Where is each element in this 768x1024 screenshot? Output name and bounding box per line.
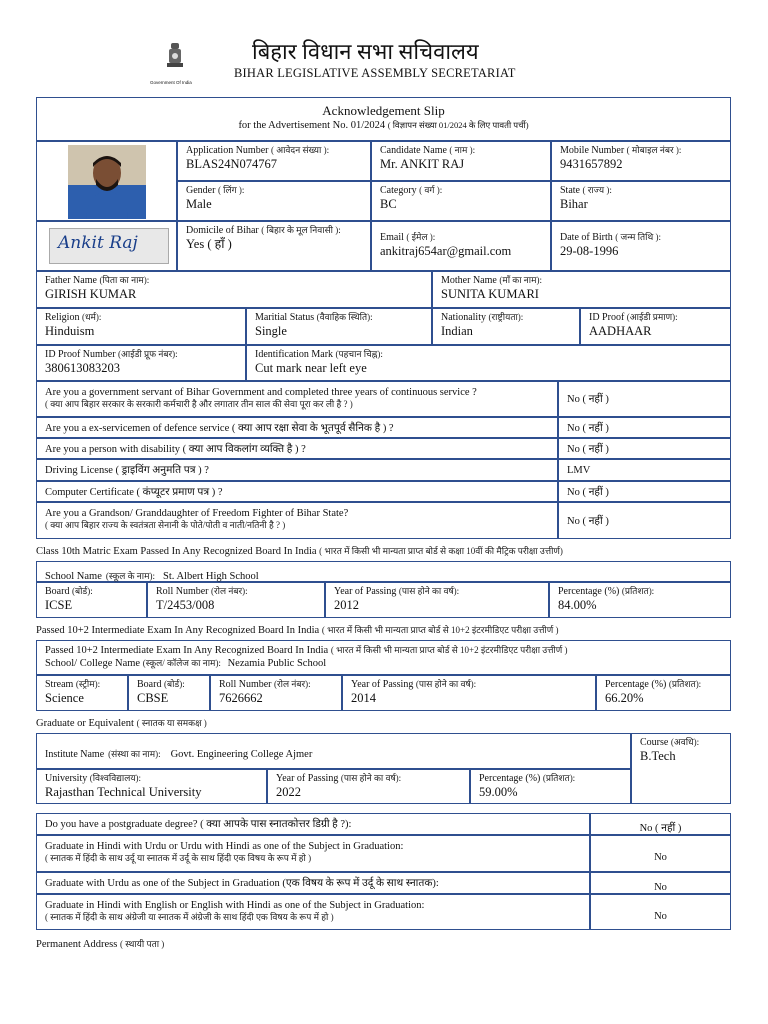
photo-cell xyxy=(36,141,177,221)
answer-text: No ( नहीं ) xyxy=(567,423,609,434)
label: Board xyxy=(137,679,162,690)
dob-value: 29-08-1996 xyxy=(560,244,619,258)
label-hi: ( आवेदन संख्या ): xyxy=(270,145,330,155)
signature-image xyxy=(49,228,169,264)
label: School/ College Name xyxy=(45,658,141,669)
id-proof-number-value: 380613083203 xyxy=(45,361,120,375)
label-hi: (अवधि): xyxy=(670,737,700,747)
label: Percentage (%) xyxy=(558,586,620,597)
label-hi: (स्कूल के नाम): xyxy=(105,571,156,581)
mother-name-cell xyxy=(432,271,731,308)
label: Identification Mark xyxy=(255,349,334,360)
question-text: Graduate with Urdu as one of the Subject in Graduation (एक विषय के रूप में उर्दू के साथ स्नातक): xyxy=(45,878,439,889)
label-hi: (बोर्ड): xyxy=(71,586,93,596)
identification-mark-cell xyxy=(246,345,731,381)
permanent-address-label-hi: ( स्थायी पता ) xyxy=(120,939,165,949)
id-proof-cell xyxy=(580,308,731,345)
label-hi: (बोर्ड): xyxy=(163,679,185,689)
graduate-course-cell xyxy=(631,733,731,804)
question-text: Are you a ex-servicemen of defence service ( क्या आप रक्षा सेवा के भूतपूर्व सैनिक है ) ? xyxy=(45,423,394,434)
label-hi: (प्रतिशत): xyxy=(542,773,576,783)
marital-status-value: Single xyxy=(255,324,287,338)
label: Candidate Name xyxy=(380,145,447,156)
class12-pct-value: 66.20% xyxy=(605,691,644,705)
gender-cell xyxy=(177,181,371,221)
mobile-number-value: 9431657892 xyxy=(560,157,623,171)
label-hi: ( बिहार के मूल निवासी ): xyxy=(261,225,341,235)
label: Percentage (%) xyxy=(479,773,541,784)
question-text: Driving License ( ड्राइविंग अनुमति पत्र ) ? xyxy=(45,465,209,476)
id-proof-number-cell xyxy=(36,345,246,381)
label: Maritial Status xyxy=(255,312,315,323)
page-header xyxy=(0,38,768,88)
english-title: BIHAR LEGISLATIVE ASSEMBLY SECRETARIAT xyxy=(234,66,516,80)
class10-roll-cell xyxy=(147,582,325,618)
label: Gender xyxy=(186,185,216,196)
label: Email xyxy=(380,232,404,243)
permanent-address-heading xyxy=(36,939,164,950)
emblem-caption: Government Of India xyxy=(150,80,192,85)
answer-text: No ( नहीं ) xyxy=(639,823,682,834)
application-number-cell xyxy=(177,141,371,181)
label-hi: (स्ट्रीम): xyxy=(75,679,101,689)
label: University xyxy=(45,773,88,784)
father-name-cell xyxy=(36,271,432,308)
label: Year of Passing xyxy=(351,679,414,690)
candidate-name-value: Mr. ANKIT RAJ xyxy=(380,157,465,171)
answer-text: No ( नहीं ) xyxy=(567,487,609,498)
question-text: Do you have a postgraduate degree? ( क्या आपके पास स्नातकोत्तर डिग्री है ?): xyxy=(45,819,352,830)
graduate-heading-en: Graduate or Equivalent xyxy=(36,718,134,729)
class12-heading xyxy=(36,625,559,636)
label: Roll Number xyxy=(156,586,209,597)
category-cell xyxy=(371,181,551,221)
label-hi: (राष्ट्रीयता): xyxy=(488,312,524,322)
mobile-number-cell xyxy=(551,141,731,181)
label-hi: (धर्म): xyxy=(81,312,102,322)
candidate-photo xyxy=(68,145,146,219)
label: Father Name xyxy=(45,275,97,286)
marital-status-cell xyxy=(246,308,432,345)
answer-cell xyxy=(558,459,731,481)
class10-school-cell xyxy=(36,561,731,582)
label-hi: (आईडी प्रूफ नंबर): xyxy=(118,349,178,359)
state-value: Bihar xyxy=(560,197,588,211)
class10-heading xyxy=(36,546,563,557)
answer-text: No xyxy=(654,882,667,893)
class10-roll-value: T/2453/008 xyxy=(156,598,215,612)
class12-stream-cell xyxy=(36,675,128,711)
question-row xyxy=(36,894,590,930)
state-cell xyxy=(551,181,731,221)
question-text: Are you a person with disability ( क्या आप विकलांग व्यक्ति है ) ? xyxy=(45,444,306,455)
label: Roll Number xyxy=(219,679,272,690)
class12-heading-hi: ( भारत में किसी भी मान्यता प्राप्त बोर्ड से 10+2 इंटरमीडिएट परीक्षा उत्तीर्ण ) xyxy=(321,625,559,635)
question-row xyxy=(36,481,558,502)
question-text: Graduate in Hindi with English or English with Hindi as one of the Subject in Graduation: xyxy=(45,900,425,911)
answer-cell xyxy=(558,417,731,438)
domicile-value: Yes ( हाँ ) xyxy=(186,237,232,251)
mother-name-value: SUNITA KUMARI xyxy=(441,287,539,301)
question-row xyxy=(36,459,558,481)
label-hi: (रोल नंबर): xyxy=(211,586,248,596)
question-text: Are you a Grandson/ Granddaughter of Freedom Fighter of Bihar State? xyxy=(45,508,349,519)
graduate-university-value: Rajasthan Technical University xyxy=(45,785,202,799)
label: Institute Name xyxy=(45,749,105,760)
religion-value: Hinduism xyxy=(45,324,95,338)
class12-school-cell xyxy=(36,640,731,675)
class10-pct-value: 84.00% xyxy=(558,598,597,612)
question-row xyxy=(36,438,558,459)
answer-cell xyxy=(590,835,731,872)
answer-cell xyxy=(558,481,731,502)
answer-cell xyxy=(590,894,731,930)
answer-cell xyxy=(558,381,731,417)
answer-text: No ( नहीं ) xyxy=(567,394,609,405)
candidate-name-cell xyxy=(371,141,551,181)
gender-value: Male xyxy=(186,197,212,211)
label-hi: (पास होने का वर्ष): xyxy=(415,679,477,689)
slip-subtitle-en: for the Advertisement No. 01/2024 xyxy=(238,120,386,131)
question-text-hi: ( क्या आप बिहार सरकार के सरकारी कर्मचारी है और लगातार तीन साल की सेवा पूरा कर ली है ? ) xyxy=(45,399,353,409)
question-text-hi: ( स्नातक में हिंदी के साथ अंग्रेजी या स्नातक में अंग्रेजी के साथ हिंदी एक विषय के रूप में हो ) xyxy=(45,912,334,922)
label-hi: (माँ का नाम): xyxy=(499,275,542,285)
class12-stream-value: Science xyxy=(45,691,84,705)
class12-inner-heading-hi: ( भारत में किसी भी मान्यता प्राप्त बोर्ड से 10+2 इंटरमीडिएट परीक्षा उत्तीर्ण ) xyxy=(330,645,568,655)
answer-cell xyxy=(590,813,731,835)
signature-text: Ankit Raj xyxy=(58,233,138,253)
slip-title: Acknowledgement Slip xyxy=(322,103,445,118)
email-value: ankitraj654ar@gmail.com xyxy=(380,244,512,258)
label: Stream xyxy=(45,679,74,690)
question-text: Graduate in Hindi with Urdu or Urdu with Hindi as one of the Subject in Graduation: xyxy=(45,841,404,852)
label-hi: (स्कूल/ कॉलेज का नाम): xyxy=(142,658,221,668)
label: School Name xyxy=(45,571,102,582)
question-row xyxy=(36,813,590,835)
class10-board-value: ICSE xyxy=(45,598,73,612)
answer-cell xyxy=(558,438,731,459)
answer-text: LMV xyxy=(567,465,591,476)
class10-board-cell xyxy=(36,582,147,618)
class10-school-value: St. Albert High School xyxy=(163,571,259,582)
graduate-heading-hi: ( स्नातक या समकक्ष ) xyxy=(136,718,207,728)
label-hi: (प्रतिशत): xyxy=(621,586,655,596)
identification-mark-value: Cut mark near left eye xyxy=(255,361,367,375)
label: ID Proof xyxy=(589,312,625,323)
graduate-university-cell xyxy=(36,769,267,804)
label-hi: ( मोबाइल नंबर ): xyxy=(626,145,682,155)
nationality-value: Indian xyxy=(441,324,473,338)
slip-subtitle xyxy=(37,120,730,131)
question-row xyxy=(36,502,558,539)
class10-heading-en: Class 10th Matric Exam Passed In Any Recognized Board In India xyxy=(36,546,317,557)
label: Year of Passing xyxy=(334,586,397,597)
label-hi: ( वर्ग ): xyxy=(419,185,443,195)
answer-cell xyxy=(590,872,731,894)
label: Religion xyxy=(45,312,80,323)
label-hi: (प्रतिशत): xyxy=(668,679,702,689)
label: State xyxy=(560,185,580,196)
label: ID Proof Number xyxy=(45,349,116,360)
label: Mother Name xyxy=(441,275,497,286)
label-hi: ( जन्म तिथि ): xyxy=(615,232,661,242)
graduate-institute-cell xyxy=(36,733,631,769)
graduate-pct-cell xyxy=(470,769,631,804)
father-name-value: GIRISH KUMAR xyxy=(45,287,137,301)
graduate-course-value: B.Tech xyxy=(640,749,676,763)
slip-subtitle-hi: ( विज्ञापन संख्या 01/2024 के लिए पावती पर्ची) xyxy=(387,120,529,130)
graduate-year-value: 2022 xyxy=(276,785,301,799)
answer-text: No ( नहीं ) xyxy=(567,444,609,455)
id-proof-value: AADHAAR xyxy=(589,324,652,338)
class12-pct-cell xyxy=(596,675,731,711)
class12-inner-heading: Passed 10+2 Intermediate Exam In Any Recognized Board In India xyxy=(45,645,329,656)
application-number-value: BLAS24N074767 xyxy=(186,157,277,171)
graduate-institute-value: Govt. Engineering College Ajmer xyxy=(170,749,313,760)
label-hi: ( ईमेल ): xyxy=(406,232,436,242)
label-hi: (पिता का नाम): xyxy=(99,275,150,285)
answer-text: No xyxy=(654,911,667,922)
class10-year-value: 2012 xyxy=(334,598,359,612)
question-row xyxy=(36,381,558,417)
label-hi: (संस्था का नाम): xyxy=(108,749,161,759)
class12-roll-value: 7626662 xyxy=(219,691,263,705)
email-cell xyxy=(371,221,551,271)
question-text: Are you a government servant of Bihar Government and completed three years of continuous service ? xyxy=(45,387,477,398)
label: Mobile Number xyxy=(560,145,625,156)
label-hi: (रोल नंबर): xyxy=(274,679,311,689)
label-hi: (पास होने का वर्ष): xyxy=(398,586,460,596)
class10-year-cell xyxy=(325,582,549,618)
question-row xyxy=(36,872,590,894)
answer-cell xyxy=(558,502,731,539)
graduate-pct-value: 59.00% xyxy=(479,785,518,799)
answer-text: No xyxy=(654,852,667,863)
label: Date of Birth xyxy=(560,232,613,243)
label-hi: (आईडी प्रमाण): xyxy=(626,312,678,322)
class10-heading-hi: ( भारत में किसी भी मान्यता प्राप्त बोर्ड से कक्षा 10वीं की मैट्रिक परीक्षा उत्तीर्ण) xyxy=(319,546,563,556)
class12-year-cell xyxy=(342,675,596,711)
class12-board-value: CBSE xyxy=(137,691,169,705)
graduate-year-cell xyxy=(267,769,470,804)
label: Course xyxy=(640,737,669,748)
hindi-title: बिहार विधान सभा सचिवालय xyxy=(252,39,479,64)
class12-school-value: Nezamia Public School xyxy=(227,658,327,669)
class12-year-value: 2014 xyxy=(351,691,376,705)
label: Application Number xyxy=(186,145,269,156)
class12-roll-cell xyxy=(210,675,342,711)
question-text: Computer Certificate ( कंप्यूटर प्रमाण पत्र ) ? xyxy=(45,487,223,498)
question-row xyxy=(36,417,558,438)
label-hi: ( राज्य ): xyxy=(582,185,612,195)
question-text-hi: ( स्नातक में हिंदी के साथ उर्दू या स्नातक में उर्दू के साथ हिंदी एक विषय के रूप में हो ) xyxy=(45,853,312,863)
slip-title-box xyxy=(36,97,731,141)
label: Board xyxy=(45,586,70,597)
class10-pct-cell xyxy=(549,582,731,618)
answer-text: No ( नहीं ) xyxy=(567,516,609,527)
label-hi: (पास होने का वर्ष): xyxy=(340,773,402,783)
label-hi: ( लिंग ): xyxy=(217,185,245,195)
permanent-address-label: Permanent Address xyxy=(36,939,118,950)
nationality-cell xyxy=(432,308,580,345)
national-emblem-icon xyxy=(163,41,187,81)
label: Domicile of Bihar xyxy=(186,225,259,236)
domicile-cell xyxy=(177,221,371,271)
label-hi: (पहचान चिह्न): xyxy=(335,349,383,359)
label: Category xyxy=(380,185,417,196)
signature-cell xyxy=(36,221,177,271)
question-text-hi: ( क्या आप बिहार राज्य के स्वतंत्रता सेनानी के पोते/पोती व नाती/नतिनी है ? ) xyxy=(45,520,286,530)
label-hi: (वैवाहिक स्थिति): xyxy=(316,312,373,322)
label: Year of Passing xyxy=(276,773,339,784)
label: Nationality xyxy=(441,312,486,323)
religion-cell xyxy=(36,308,246,345)
question-row xyxy=(36,835,590,872)
class12-heading-en: Passed 10+2 Intermediate Exam In Any Recognized Board In India xyxy=(36,625,320,636)
graduate-heading xyxy=(36,718,207,729)
label-hi: (विश्वविद्यालय): xyxy=(89,773,142,783)
class12-board-cell xyxy=(128,675,210,711)
dob-cell xyxy=(551,221,731,271)
category-value: BC xyxy=(380,197,397,211)
label-hi: ( नाम ): xyxy=(449,145,476,155)
label: Percentage (%) xyxy=(605,679,667,690)
